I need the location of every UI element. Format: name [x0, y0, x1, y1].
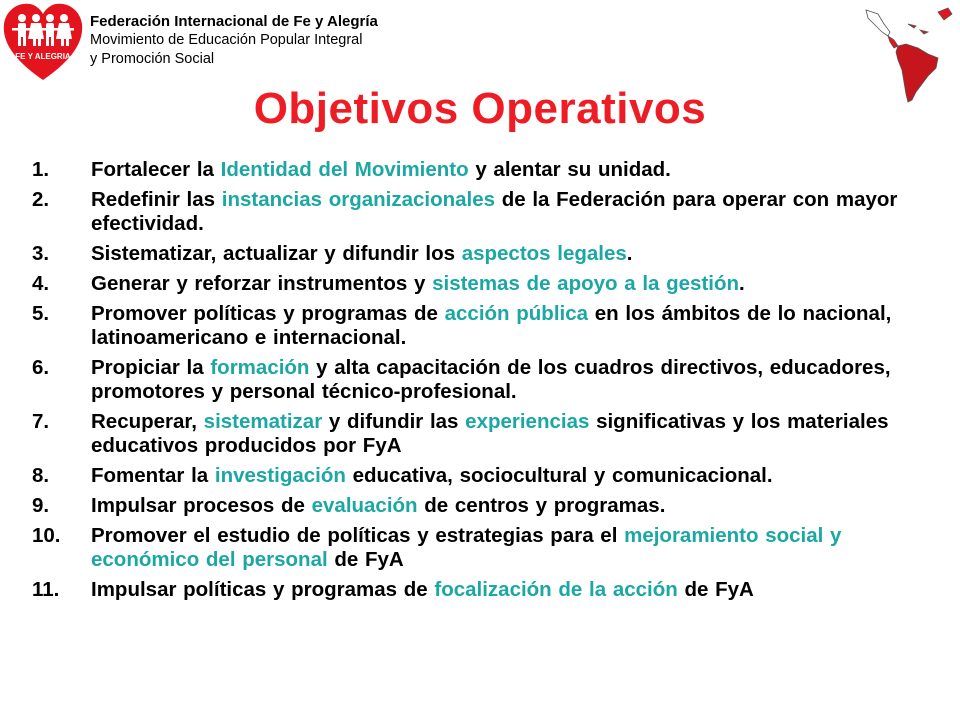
objective-number: 11.	[32, 578, 60, 601]
objective-text-segment: Redefinir las	[91, 188, 222, 211]
objective-text-segment: y difundir las	[322, 410, 466, 433]
objective-text-segment: Promover el estudio de políticas y estrategias para el	[91, 524, 625, 547]
objective-text	[91, 158, 912, 182]
objective-text	[91, 188, 912, 236]
objective-text-segment: Fortalecer la	[91, 158, 221, 181]
highlighted-phrase: evaluación	[311, 494, 418, 517]
highlighted-phrase: sistematizar	[203, 410, 323, 433]
organization-name: Federación Internacional de Fe y Alegría	[90, 13, 378, 30]
objective-text-segment: Recuperar,	[91, 410, 204, 433]
highlighted-phrase: formación	[210, 356, 310, 379]
objective-text-segment: y alta capacitación de los cuadros directivos, educadores, promotores y personal técnico-profesional.	[91, 356, 891, 403]
objective-text-segment: de centros y programas.	[417, 494, 666, 517]
objective-item	[32, 578, 912, 602]
objective-item	[32, 494, 912, 518]
objective-text-segment: Propiciar la	[91, 356, 211, 379]
objective-item	[32, 158, 912, 182]
objectives-list	[32, 158, 912, 608]
objective-text-segment: de FyA	[327, 548, 404, 571]
objective-text	[91, 410, 912, 458]
objective-text	[91, 524, 912, 572]
highlighted-phrase: investigación	[214, 464, 346, 487]
objective-number: 3.	[32, 242, 50, 265]
highlighted-phrase: instancias organizacionales	[221, 188, 496, 211]
objective-text	[91, 242, 912, 266]
objective-text-segment: .	[739, 272, 745, 295]
objective-text-segment: Impulsar procesos de	[91, 494, 312, 517]
objective-text-segment: y alentar su unidad.	[468, 158, 671, 181]
objective-number: 1.	[32, 158, 50, 181]
objective-text	[91, 356, 912, 404]
objective-number: 8.	[32, 464, 50, 487]
objective-text-segment: en los ámbitos de lo nacional, latinoamericano e internacional.	[91, 302, 892, 349]
objective-item	[32, 410, 912, 458]
objective-text-segment: de FyA	[677, 578, 754, 601]
objective-number: 10.	[32, 524, 61, 547]
organization-header	[90, 12, 378, 69]
objective-text	[91, 272, 912, 296]
objective-item	[32, 242, 912, 266]
organization-subtitle-line2: y Promoción Social	[90, 51, 215, 67]
objective-item	[32, 302, 912, 350]
objective-text-segment: de la Federación para operar con mayor efectividad.	[91, 188, 898, 235]
objective-text-segment: educativa, sociocultural y comunicacional.	[345, 464, 773, 487]
highlighted-phrase: sistemas de apoyo a la gestión	[432, 272, 740, 295]
objective-text-segment: .	[626, 242, 633, 265]
highlighted-phrase: mejoramiento social y económico del personal	[91, 524, 842, 571]
objective-text-segment: Fomentar la	[91, 464, 215, 487]
highlighted-phrase: focalización de la acción	[434, 578, 678, 601]
objective-text-segment: Impulsar políticas y programas de	[91, 578, 435, 601]
objective-item	[32, 464, 912, 488]
objective-item	[32, 524, 912, 572]
objective-number: 7.	[32, 410, 50, 433]
highlighted-phrase: experiencias	[465, 410, 590, 433]
highlighted-phrase: Identidad del Movimiento	[220, 158, 469, 181]
objective-item	[32, 188, 912, 236]
fe-y-alegria-logo-icon	[2, 2, 84, 84]
highlighted-phrase: aspectos legales	[461, 242, 627, 265]
objective-text-segment: Sistematizar, actualizar y difundir los	[91, 242, 462, 265]
highlighted-phrase: acción pública	[444, 302, 589, 325]
objective-number: 4.	[32, 272, 50, 295]
objective-text	[91, 464, 912, 488]
page-title: Objetivos Operativos	[253, 84, 707, 133]
objective-number: 5.	[32, 302, 50, 325]
objective-text-segment: Generar y reforzar instrumentos y	[91, 272, 433, 295]
objective-number: 9.	[32, 494, 50, 517]
objective-text-segment: Promover políticas y programas de	[91, 302, 445, 325]
objective-text	[91, 302, 912, 350]
objective-item	[32, 272, 912, 296]
objective-text	[91, 578, 912, 602]
objective-item	[32, 356, 912, 404]
logo-text: FE Y ALEGRIA	[15, 52, 71, 61]
organization-subtitle-line1: Movimiento de Educación Popular Integral	[90, 32, 363, 48]
objective-text	[91, 494, 912, 518]
objective-number: 2.	[32, 188, 50, 211]
objective-text-segment: significativas y los materiales educativos producidos por FyA	[91, 410, 889, 457]
objective-number: 6.	[32, 356, 50, 379]
